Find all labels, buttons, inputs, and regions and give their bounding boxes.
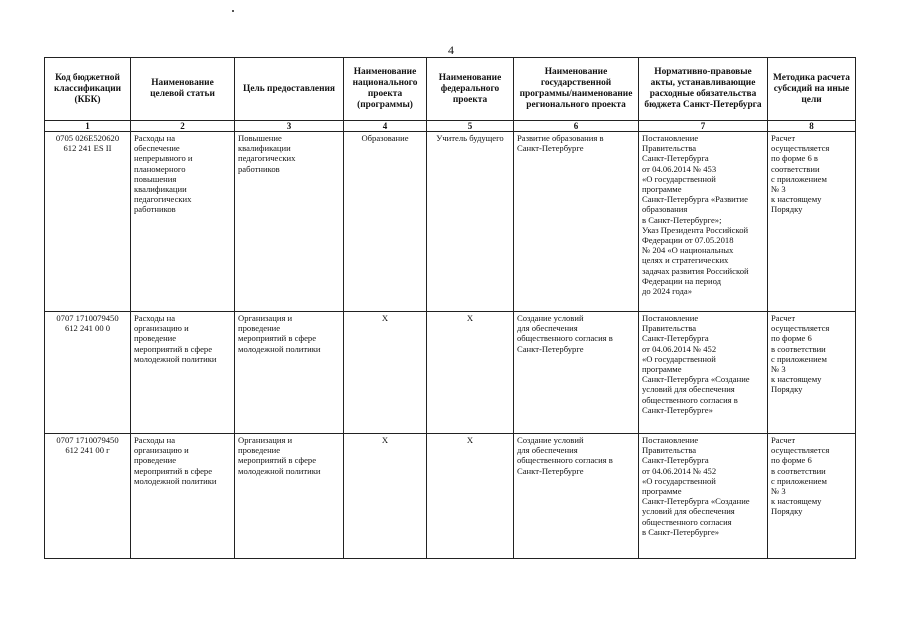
column-number: 8 xyxy=(768,121,856,132)
kbk-cell xyxy=(45,312,131,434)
cell-text-line: Расчет xyxy=(771,313,796,323)
cell-text-line: по форме 6 в xyxy=(771,153,818,164)
cell-text-line: Санкт-Петербурга «Создание xyxy=(642,496,750,507)
cell-text-line: Организация и xyxy=(238,435,293,445)
cell-text-line: к настоящему xyxy=(771,194,822,205)
cell-text-line: 612 241 ES II xyxy=(63,143,112,154)
cell-text-line: осуществляется xyxy=(771,143,830,154)
legal-acts-cell xyxy=(639,434,768,559)
cell-text-line: образования xyxy=(642,204,688,215)
cell-text-line: повышения xyxy=(134,173,177,184)
cell-text-line: «О государственной xyxy=(642,173,716,184)
federal-project-cell: X xyxy=(427,434,514,559)
cell-text-line: мероприятий в сфере xyxy=(134,343,213,354)
method-cell xyxy=(768,434,856,559)
cell-text-line: осуществляется xyxy=(771,445,830,456)
cell-text-line: обеспечение xyxy=(134,143,180,154)
cell-text-line: в Санкт-Петербурге» xyxy=(642,526,720,537)
cell-text-line: Санкт-Петербурга xyxy=(642,455,709,466)
cell-text-line: Развитие образования в xyxy=(517,133,604,143)
cell-text-line: Санкт-Петербурге» xyxy=(642,404,713,415)
kbk-cell xyxy=(45,132,131,312)
cell-text-line: непрерывного и xyxy=(134,153,193,164)
cell-text-line: Создание условий xyxy=(517,313,584,323)
cell-text-line: программе xyxy=(642,364,682,375)
cell-text-line: Санкт-Петербурге xyxy=(517,465,584,476)
column-number-row xyxy=(45,121,856,132)
cell-text-line: Санкт-Петербурга xyxy=(642,333,709,344)
method-cell xyxy=(768,132,856,312)
cell-text-line: для обеспечения xyxy=(517,445,578,456)
cell-text-line: № 3 xyxy=(771,184,786,195)
cell-text-line: Санкт-Петербурге xyxy=(517,343,584,354)
cell-text-line: к настоящему xyxy=(771,496,822,507)
column-number: 6 xyxy=(514,121,639,132)
cell-text-line: от 04.06.2014 № 452 xyxy=(642,465,717,476)
cell-text-line: 612 241 00 0 xyxy=(64,323,111,334)
cell-text-line: Санкт-Петербурге xyxy=(517,143,584,154)
cell-text-line: Расходы на xyxy=(134,435,176,445)
header-method: Методика расчета субсидий на иные цели xyxy=(768,58,856,121)
cell-text-line: Санкт-Петербурга xyxy=(642,153,709,164)
cell-text-line: по форме 6 xyxy=(771,333,812,344)
cell-text-line: 612 241 00 г xyxy=(65,445,110,456)
cell-text-line: квалификации xyxy=(134,184,187,195)
cell-text-line: молодежной политики xyxy=(134,353,217,364)
column-number: 1 xyxy=(45,121,131,132)
cell-text-line: программе xyxy=(642,184,682,195)
target-item-cell xyxy=(131,312,235,434)
cell-text-line: мероприятий в сфере xyxy=(134,465,213,476)
cell-text-line: «О государственной xyxy=(642,475,716,486)
cell-text-line: 0705 026E520620 xyxy=(55,133,120,143)
scan-speck xyxy=(232,10,234,12)
cell-text-line: Порядку xyxy=(771,384,803,395)
header-target-item: Наименование целевой статьи xyxy=(131,58,235,121)
federal-project-cell: Учитель будущего xyxy=(427,132,514,312)
cell-text-line: 0707 1710079450 xyxy=(56,313,119,323)
cell-text-line: условий для обеспечения xyxy=(642,384,735,395)
header-program: Наименование государственной программы/наименование регионального проекта xyxy=(514,58,639,121)
column-number: 2 xyxy=(131,121,235,132)
cell-text-line: № 3 xyxy=(771,486,786,497)
cell-text-line: молодежной политики xyxy=(134,475,217,486)
cell-text-line: целях и стратегических xyxy=(642,255,729,266)
national-project-cell: X xyxy=(344,434,427,559)
cell-text-line: программе xyxy=(642,486,682,497)
cell-text-line: в Санкт-Петербурге»; xyxy=(642,214,722,225)
legal-acts-cell xyxy=(639,132,768,312)
cell-text-line: осуществляется xyxy=(771,323,830,334)
purpose-cell xyxy=(235,132,344,312)
cell-text-line: общественного согласия в xyxy=(517,333,613,344)
cell-text-line: работников xyxy=(134,204,176,215)
cell-text-line: Указ Президента Российской xyxy=(642,224,749,235)
program-cell xyxy=(514,434,639,559)
program-cell xyxy=(514,312,639,434)
cell-text-line: педагогических xyxy=(238,153,296,164)
cell-text-line: для обеспечения xyxy=(517,323,578,334)
cell-text-line: № 3 xyxy=(771,364,786,375)
national-project-cell: X xyxy=(344,312,427,434)
cell-text-line: мероприятий в сфере xyxy=(238,333,317,344)
cell-text-line: планомерного xyxy=(134,163,186,174)
cell-text-line: Постановление xyxy=(642,133,699,143)
cell-text-line: с приложением xyxy=(771,173,827,184)
column-number: 4 xyxy=(344,121,427,132)
cell-text-line: Расходы на xyxy=(134,133,176,143)
kbk-cell xyxy=(45,434,131,559)
cell-text-line: в соответствии xyxy=(771,343,826,354)
federal-project-cell: X xyxy=(427,312,514,434)
cell-text-line: Постановление xyxy=(642,435,699,445)
cell-text-line: Правительства xyxy=(642,445,697,456)
cell-text-line: педагогических xyxy=(134,194,192,205)
table-row xyxy=(45,132,856,312)
program-cell xyxy=(514,132,639,312)
cell-text-line: общественного согласия xyxy=(642,516,732,527)
cell-text-line: в соответствии xyxy=(771,465,826,476)
header-purpose: Цель предоставления xyxy=(235,58,344,121)
cell-text-line: Расходы на xyxy=(134,313,176,323)
cell-text-line: Правительства xyxy=(642,143,697,154)
cell-text-line: условий для обеспечения xyxy=(642,506,735,517)
cell-text-line: Федерации от 07.05.2018 xyxy=(642,235,734,246)
cell-text-line: Федерации на период xyxy=(642,275,722,286)
cell-text-line: Создание условий xyxy=(517,435,584,445)
legal-acts-cell xyxy=(639,312,768,434)
header-federal-project: Наименование федерального проекта xyxy=(427,58,514,121)
cell-text-line: Правительства xyxy=(642,323,697,334)
cell-text-line: молодежной политики xyxy=(238,465,321,476)
cell-text-line: Санкт-Петербурга «Создание xyxy=(642,374,750,385)
column-number: 5 xyxy=(427,121,514,132)
cell-text-line: общественного согласия в xyxy=(517,455,613,466)
table-row xyxy=(45,434,856,559)
cell-text-line: до 2024 года» xyxy=(642,286,692,297)
cell-text-line: по форме 6 xyxy=(771,455,812,466)
header-legal-acts: Нормативно-правовые акты, устанавливающие расходные обязательства бюджета Санкт-Петербурга xyxy=(639,58,768,121)
cell-text-line: с приложением xyxy=(771,353,827,364)
cell-text-line: 0707 1710079450 xyxy=(56,435,119,445)
cell-text-line: проведение xyxy=(134,333,177,344)
header-national-project: Наименование национального проекта (программы) xyxy=(344,58,427,121)
cell-text-line: квалификации xyxy=(238,143,291,154)
cell-text-line: Постановление xyxy=(642,313,699,323)
cell-text-line: мероприятий в сфере xyxy=(238,455,317,466)
table-header-row xyxy=(45,58,856,121)
cell-text-line: Расчет xyxy=(771,133,796,143)
cell-text-line: Организация и xyxy=(238,313,293,323)
purpose-cell xyxy=(235,312,344,434)
cell-text-line: проведение xyxy=(238,323,281,334)
subsidy-table xyxy=(44,57,856,559)
cell-text-line: организацию и xyxy=(134,323,189,334)
cell-text-line: проведение xyxy=(134,455,177,466)
cell-text-line: с приложением xyxy=(771,475,827,486)
header-kbk: Код бюджетной классификации (КБК) xyxy=(45,58,131,121)
cell-text-line: соответствии xyxy=(771,163,820,174)
target-item-cell xyxy=(131,132,235,312)
cell-text-line: работников xyxy=(238,163,280,174)
column-number: 3 xyxy=(235,121,344,132)
cell-text-line: молодежной политики xyxy=(238,343,321,354)
table-row xyxy=(45,312,856,434)
national-project-cell: Образование xyxy=(344,132,427,312)
cell-text-line: Порядку xyxy=(771,506,803,517)
cell-text-line: организацию и xyxy=(134,445,189,456)
cell-text-line: от 04.06.2014 № 452 xyxy=(642,343,717,354)
target-item-cell xyxy=(131,434,235,559)
method-cell xyxy=(768,312,856,434)
cell-text-line: задачах развития Российской xyxy=(642,265,749,276)
cell-text-line: Санкт-Петербурга «Развитие xyxy=(642,194,748,205)
page-number: 4 xyxy=(448,43,454,57)
cell-text-line: № 204 «О национальных xyxy=(642,245,734,256)
cell-text-line: проведение xyxy=(238,445,281,456)
cell-text-line: общественного согласия в xyxy=(642,394,738,405)
cell-text-line: Порядку xyxy=(771,204,803,215)
cell-text-line: от 04.06.2014 № 453 xyxy=(642,163,717,174)
cell-text-line: Повышение xyxy=(238,133,282,143)
cell-text-line: к настоящему xyxy=(771,374,822,385)
column-number: 7 xyxy=(639,121,768,132)
cell-text-line: Расчет xyxy=(771,435,796,445)
cell-text-line: «О государственной xyxy=(642,353,716,364)
purpose-cell xyxy=(235,434,344,559)
